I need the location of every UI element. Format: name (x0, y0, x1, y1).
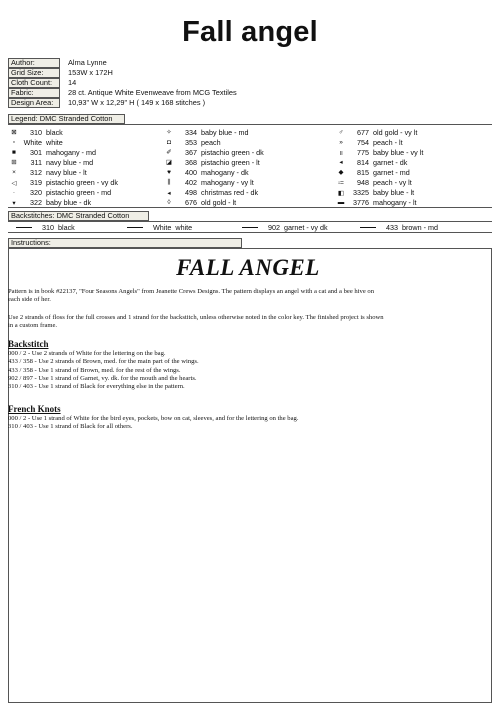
stitch-symbol-icon: ✧ (166, 129, 172, 137)
meta-value: Alma Lynne (68, 58, 107, 67)
color-legend (8, 124, 492, 208)
meta-value: 153W x 172H (68, 68, 113, 77)
floss-code: 3325 (353, 188, 369, 198)
floss-name: pistachio green - vy dk (46, 178, 118, 188)
floss-code: 322 (30, 198, 42, 208)
floss-name: black (46, 127, 63, 137)
meta-row-author (8, 58, 492, 68)
paragraph-line: in a custom frame. (8, 321, 58, 329)
floss-code: 400 (185, 167, 197, 177)
floss-code: 498 (185, 188, 197, 198)
floss-code: White (23, 137, 42, 147)
floss-name: peach (201, 137, 221, 147)
stitch-symbol-icon: ⊞ (11, 159, 17, 167)
legend-item (335, 147, 495, 157)
stitch-symbol-icon: ◆ (338, 169, 344, 177)
backstitch-heading: Backstitch (8, 339, 49, 350)
legend-column (8, 127, 168, 208)
legend-item (8, 147, 168, 157)
backstitch-code: 310 (42, 223, 54, 232)
backstitch-line-icon (360, 227, 376, 229)
floss-name: old gold - lt (201, 198, 237, 208)
stitch-symbol-icon: » (339, 138, 343, 146)
paragraph (8, 314, 488, 331)
floss-code: 311 (30, 157, 42, 167)
stitch-symbol-icon: ♥ (167, 168, 171, 176)
legend-item (335, 167, 495, 177)
floss-code: 948 (357, 178, 369, 188)
floss-code: 814 (357, 157, 369, 167)
floss-name: pistachio green - dk (201, 147, 264, 157)
legend-label: Legend: DMC Stranded Cotton (8, 114, 125, 124)
instruction-line: 310 / 403 - Use 1 strand of Black for all others. (8, 422, 133, 430)
floss-name: mahogany - lt (373, 198, 417, 208)
stitch-symbol-icon: ◂ (339, 159, 343, 167)
legend-item (163, 167, 323, 177)
stitch-symbol-icon: ▾ (12, 199, 16, 207)
legend-item (8, 177, 168, 187)
meta-value: 10,93" W x 12,29" H ( 149 x 168 stitches ) (68, 98, 206, 107)
instruction-line: 433 / 358 - Use 2 strands of Brown, med. for the main part of the wings. (8, 358, 199, 366)
stitch-symbol-icon: ▬ (337, 199, 345, 207)
legend-item (163, 188, 323, 198)
stitch-symbol-icon: ॥ (339, 149, 343, 157)
stitch-symbol-icon: ◘ (167, 138, 171, 146)
legend-item (335, 198, 495, 208)
backstitch-item (360, 223, 438, 232)
stitch-symbol-icon: · (12, 189, 16, 197)
backstitch-line-icon (127, 227, 143, 229)
floss-name: baby blue - dk (46, 198, 92, 208)
floss-name: peach - lt (373, 137, 403, 147)
floss-code: 320 (30, 188, 42, 198)
stitch-symbol-icon: ⫼ (167, 178, 171, 186)
meta-key: Author: (8, 58, 60, 68)
backstitch-code: White (153, 223, 172, 232)
legend-item (8, 127, 168, 137)
floss-name: mahogany - vy lt (201, 178, 254, 188)
backstitch-name: white (175, 223, 193, 232)
legend-item (335, 127, 495, 137)
floss-code: 319 (30, 178, 42, 188)
floss-name: pistachio green - lt (201, 157, 260, 167)
meta-row-cloth-count (8, 78, 492, 88)
meta-value: 14 (68, 78, 77, 87)
paragraph-line: each side of her. (8, 296, 51, 304)
paragraph-line: Pattern is in book #22137, "Four Seasons Angels" from Jeanette Crews Designs. The pattern displays an angel with a cat and a bee hive on (8, 288, 375, 295)
meta-row-design-area (8, 98, 492, 108)
stitch-symbol-icon: ◁ (11, 179, 17, 187)
stitch-symbol-icon: ✐ (166, 149, 172, 157)
legend-column (163, 127, 323, 208)
stitch-symbol-icon: ◊ (167, 199, 171, 207)
backstitch-legend (8, 221, 492, 233)
backstitches-label: Backstitches: DMC Stranded Cotton (8, 211, 149, 221)
legend-item (8, 157, 168, 167)
instructions-heading: FALL ANGEL (176, 255, 320, 280)
floss-name: white (46, 137, 63, 147)
floss-code: 368 (185, 157, 197, 167)
floss-code: 754 (357, 137, 369, 147)
legend-item (163, 147, 323, 157)
floss-code: 367 (185, 147, 197, 157)
stitch-symbol-icon: ■ (12, 148, 16, 156)
floss-name: navy blue - lt (46, 167, 87, 177)
legend-item (8, 167, 168, 177)
floss-name: navy blue - md (46, 157, 94, 167)
backstitch-instructions (8, 350, 488, 391)
backstitch-name: brown - md (402, 223, 438, 232)
floss-code: 402 (185, 178, 197, 188)
legend-item (163, 127, 323, 137)
floss-name: mahogany - md (46, 147, 96, 157)
instructions-content (8, 255, 488, 431)
legend-column (335, 127, 495, 208)
floss-code: 312 (30, 167, 42, 177)
stitch-symbol-icon: ⩴ (338, 178, 344, 186)
stitch-symbol-icon: ♂ (338, 128, 344, 136)
backstitch-name: garnet - vy dk (284, 223, 328, 232)
legend-item (163, 137, 323, 147)
stitch-symbol-icon: ◪ (165, 159, 173, 167)
meta-row-fabric (8, 88, 492, 98)
instruction-line: 310 / 403 - Use 1 strand of Black for everything else in the pattern. (8, 383, 185, 391)
instruction-line: 902 / 897 - Use 1 strand of Garnet, vy. dk. for the mouth and the hearts. (8, 375, 197, 383)
instruction-line: 433 / 358 - Use 1 strand of Brown, med. for the rest of the wings. (8, 366, 181, 374)
legend-item (335, 188, 495, 198)
paragraph (8, 288, 488, 305)
metadata-table (8, 58, 492, 108)
stitch-symbol-icon: × (12, 168, 16, 176)
floss-code: 775 (357, 147, 369, 157)
floss-code: 353 (185, 137, 197, 147)
paragraph-line: Use 2 strands of floss for the full crosses and 1 strand for the backstitch, unless otherwise noted in the color key. The finished project is shown (8, 313, 384, 321)
page-title: Fall angel (182, 16, 318, 48)
backstitch-item (127, 223, 192, 232)
instruction-line: 000 / 2 - Use 1 strand of White for the bird eyes, pockets, bow on cat, sleeves, and for the lettering on the bag. (8, 414, 299, 422)
stitch-symbol-icon: ⊠ (11, 129, 17, 137)
floss-name: garnet - dk (373, 157, 408, 167)
meta-key: Grid Size: (8, 68, 60, 78)
floss-code: 676 (185, 198, 197, 208)
stitch-symbol-icon: ◧ (337, 189, 345, 197)
backstitch-line-icon (16, 227, 32, 229)
backstitch-item (242, 223, 328, 232)
floss-code: 677 (357, 127, 369, 137)
backstitch-line-icon (242, 227, 258, 229)
meta-value: 28 ct. Antique White Evenweave from MCG Textiles (68, 88, 237, 97)
legend-item (8, 137, 168, 147)
legend-item (335, 137, 495, 147)
meta-key: Cloth Count: (8, 78, 60, 88)
floss-code: 815 (357, 167, 369, 177)
floss-name: baby blue - lt (373, 188, 415, 198)
floss-name: baby blue - vy lt (373, 147, 424, 157)
backstitch-code: 433 (386, 223, 398, 232)
instructions-label: Instructions: (8, 238, 242, 248)
legend-item (335, 177, 495, 187)
floss-code: 3776 (353, 198, 369, 208)
legend-item (335, 157, 495, 167)
floss-code: 310 (30, 127, 42, 137)
meta-row-grid-size (8, 68, 492, 78)
meta-key: Design Area: (8, 98, 60, 108)
instruction-line: 000 / 2 - Use 2 strands of White for the lettering on the bag. (8, 350, 166, 358)
floss-name: pistachio green - md (46, 188, 112, 198)
legend-item (8, 198, 168, 208)
stitch-symbol-icon: ◂ (167, 189, 171, 197)
floss-code: 301 (30, 147, 42, 157)
backstitch-code: 902 (268, 223, 280, 232)
stitch-symbol-icon: ▫ (12, 138, 16, 146)
backstitch-item (16, 223, 75, 232)
legend-item (163, 198, 323, 208)
french-knots-instructions (8, 415, 488, 432)
legend-item (163, 177, 323, 187)
floss-name: peach - vy lt (373, 178, 412, 188)
backstitch-name: black (58, 223, 75, 232)
legend-item (163, 157, 323, 167)
meta-key: Fabric: (8, 88, 60, 98)
floss-name: baby blue - md (201, 127, 249, 137)
legend-item (8, 188, 168, 198)
floss-name: garnet - md (373, 167, 410, 177)
floss-code: 334 (185, 127, 197, 137)
french-knots-heading: French Knots (8, 403, 61, 414)
floss-name: old gold - vy lt (373, 127, 418, 137)
floss-name: christmas red - dk (201, 188, 259, 198)
floss-name: mahogany - dk (201, 167, 249, 177)
